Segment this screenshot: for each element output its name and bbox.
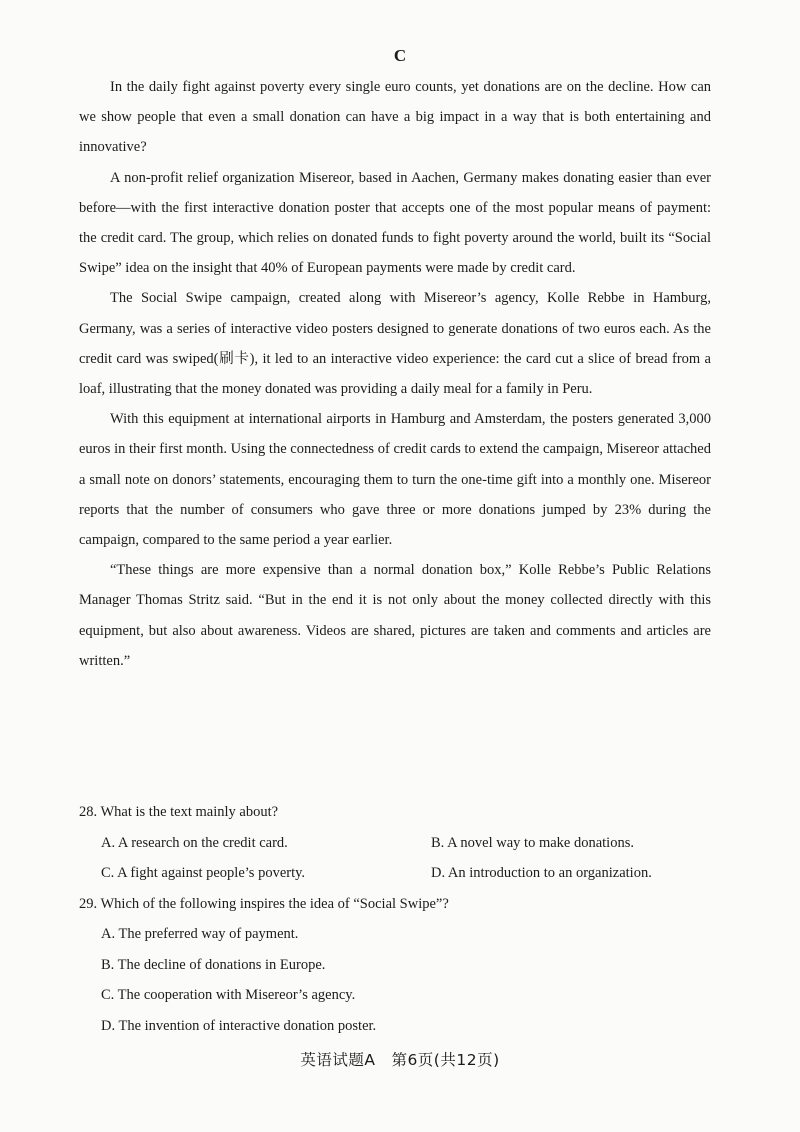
question-29-option-a: A. The preferred way of payment. <box>101 926 299 942</box>
passage-paragraph-3: The Social Swipe campaign, created along with Misereor’s agency, Kolle Rebbe in Hamburg, Germany, was a series of interactive video posters designed to generate donations of two euros each. As the credit card was swiped(刷卡), it led to an interactive video experience: the card cut a slice of bread from a loaf, illustrating that the money donated was providing a daily meal for a family in Peru. <box>79 290 711 398</box>
passage-paragraph-2: A non-profit relief organization Misereor, based in Aachen, Germany makes donating easier than ever before—with the first interactive donation poster that accepts one of the most popular means of payment: the credit card. The group, which relies on donated funds to fight poverty around the world, built its “Social Swipe” idea on the insight that 40% of European payments were made by credit card. <box>79 169 711 277</box>
question-28-options-row-1 <box>79 828 719 859</box>
question-29-option-d: D. The invention of interactive donation poster. <box>101 1017 377 1034</box>
question-28-option-d: D. An introduction to an organization. <box>431 865 652 881</box>
question-28-stem: 28. What is the text mainly about? <box>79 804 279 820</box>
question-29-option-b: B. The decline of donations in Europe. <box>101 956 326 973</box>
question-28-option-b: B. A novel way to make donations. <box>431 834 634 851</box>
question-28 <box>79 797 719 889</box>
question-28-option-c: C. A fight against people’s poverty. <box>101 865 306 881</box>
passage-paragraph-1: In the daily fight against poverty every single euro counts, yet donations are on the decline. How can we show people that even a small donation can have a big impact in a way that is both entertaining and innovative? <box>79 79 711 156</box>
question-29-stem: 29. Which of the following inspires the idea of “Social Swipe”? <box>79 895 449 912</box>
question-28-option-a: A. A research on the credit card. <box>101 834 288 851</box>
passage-paragraph-4: With this equipment at international airports in Hamburg and Amsterdam, the posters generated 3,000 euros in their first month. Using the connectedness of credit cards to extend the campaign, Misereor attached a small note on donors’ statements, encouraging them to turn the one-time gift into a monthly one. Misereor reports that the number of consumers who gave three or more donations jumped by 23% during the campaign, compared to the same period a year earlier. <box>79 411 711 549</box>
section-heading: C <box>393 46 407 65</box>
question-29-option-c: C. The cooperation with Misereor’s agency. <box>101 987 356 1003</box>
question-list <box>79 797 719 1041</box>
question-29 <box>79 889 719 1042</box>
page-footer: 英语试题A 第6页(共12页) <box>300 1051 500 1069</box>
passage-paragraph-5: “These things are more expensive than a normal donation box,” Kolle Rebbe’s Public Relations Manager Thomas Stritz said. “But in the end it is not only about the money collected directly with this equipment, but also about awareness. Videos are shared, pictures are taken and comments and articles are written.” <box>79 562 711 669</box>
question-28-options-row-2 <box>79 858 719 889</box>
reading-passage <box>79 72 711 676</box>
